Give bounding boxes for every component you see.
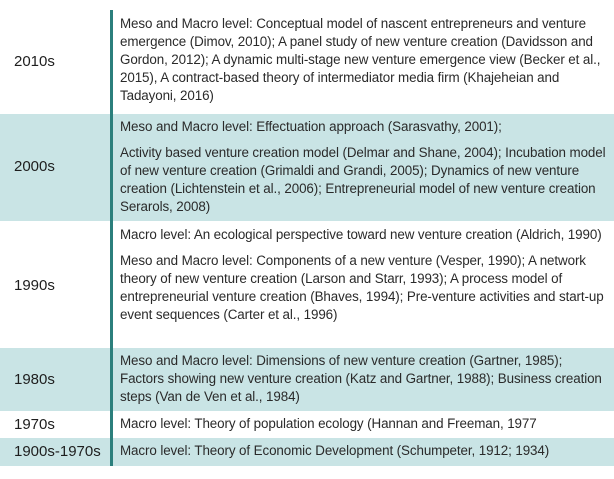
- description-paragraph: Activity based venture creation model (Delmar and Shane, 2004); Incubation model of new venture creation (Grimaldi and Grandi, 2005); Dynamics of new venture creation (Lichtenstein et al., 2006); Entrepreneurial model of new venture creation Serarols, 2008): [120, 145, 606, 214]
- description-paragraph: Meso and Macro level: Dimensions of new venture creation (Gartner, 1985); Factors showing new venture creation (Katz and Gartner, 1988); Business creation steps (Van de Ven et al., 1984): [120, 353, 602, 404]
- description-paragraph: Macro level: Theory of population ecology (Hannan and Freeman, 1977: [120, 416, 537, 431]
- period-label: 1900s-1970s: [14, 443, 101, 460]
- row-description: [120, 226, 608, 324]
- description-paragraph: Meso and Macro level: Effectuation approach (Sarasvathy, 2001);: [120, 119, 502, 134]
- row-divider: [0, 221, 614, 222]
- description-paragraph: Meso and Macro level: Components of a new venture (Vesper, 1990); A network theory of new venture creation (Larson and Starr, 1993); A process model of entrepreneurial venture creation (Bhaves, 1994); Pre-venture activities and start-up event sequences (Carter et al., 1996): [120, 253, 604, 322]
- table-row-1980s: [0, 347, 614, 411]
- table-row-1970s: [0, 411, 614, 437]
- row-divider: [0, 113, 614, 114]
- period-label: 1970s: [14, 416, 55, 433]
- row-divider: [0, 347, 614, 348]
- row-description: [120, 118, 608, 216]
- row-description: [120, 15, 608, 105]
- period-label: 1980s: [14, 371, 55, 388]
- description-paragraph: Meso and Macro level: Conceptual model of nascent entrepreneurs and venture emergence (Dimov, 2010); A panel study of new venture creation (Davidsson and Gordon, 2012); A dynamic multi-stage new venture emergence view (Becker et al., 2015), A contract-based theory of intermediator media firm (Khajeheian and Tadayoni, 2016): [120, 16, 601, 103]
- period-label: 2010s: [14, 53, 55, 70]
- table-row-1900s-1970s: [0, 437, 614, 466]
- table-row-1990s: [0, 221, 614, 347]
- description-paragraph: Macro level: An ecological perspective toward new venture creation (Aldrich, 1990): [120, 227, 602, 242]
- row-description: [120, 352, 608, 406]
- column-separator: [110, 10, 113, 466]
- row-description: [120, 442, 608, 460]
- row-divider: [0, 411, 614, 412]
- table-row-2000s: [0, 113, 614, 221]
- description-paragraph: Macro level: Theory of Economic Development (Schumpeter, 1912; 1934): [120, 443, 550, 458]
- table-row-2010s: [0, 10, 614, 113]
- period-label: 2000s: [14, 158, 55, 175]
- row-divider: [0, 437, 614, 438]
- row-description: [120, 415, 608, 433]
- period-label: 1990s: [14, 277, 55, 294]
